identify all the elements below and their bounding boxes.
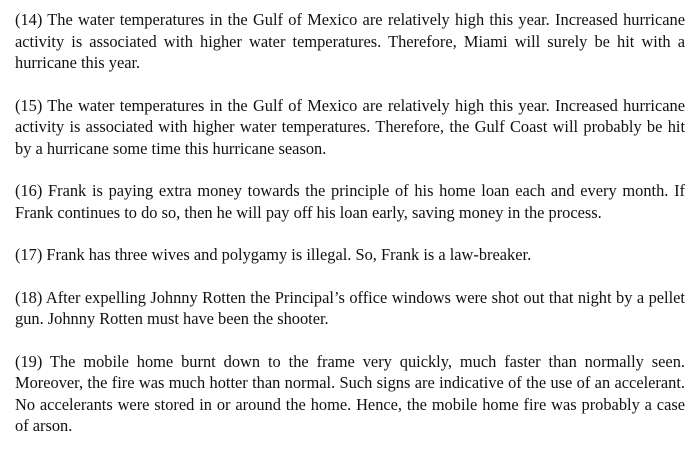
paragraph-16: (16) Frank is paying extra money towards the principle of his home loan each and every month. If Frank continues to do so, then he will pay off his loan early, saving money in the process. <box>15 181 685 222</box>
document-page <box>15 9 685 437</box>
paragraph-15: (15) The water temperatures in the Gulf of Mexico are relatively high this year. Increased hurricane activity is associated with higher water temperatures. Therefore, the Gulf Coast will probably be hit by a hurricane some time this hurricane season. <box>15 95 685 158</box>
paragraph-14: (14) The water temperatures in the Gulf of Mexico are relatively high this year. Increased hurricane activity is associated with higher water temperatures. Therefore, Miami will surely be hit with a hurricane this year. <box>15 10 685 72</box>
paragraph-17: (17) Frank has three wives and polygamy is illegal. So, Frank is a law-breaker. <box>15 245 532 264</box>
paragraph-19: (19) The mobile home burnt down to the frame very quickly, much faster than normally seen. Moreover, the fire was much hotter than normal. Such signs are indicative of the use of an accelerant. No accelerants were stored in or around the home. Hence, the mobile home fire was probably a case of arson. <box>15 351 685 435</box>
paragraph-18: (18) After expelling Johnny Rotten the Principal’s office windows were shot out that night by a pellet gun. Johnny Rotten must have been the shooter. <box>15 287 685 328</box>
